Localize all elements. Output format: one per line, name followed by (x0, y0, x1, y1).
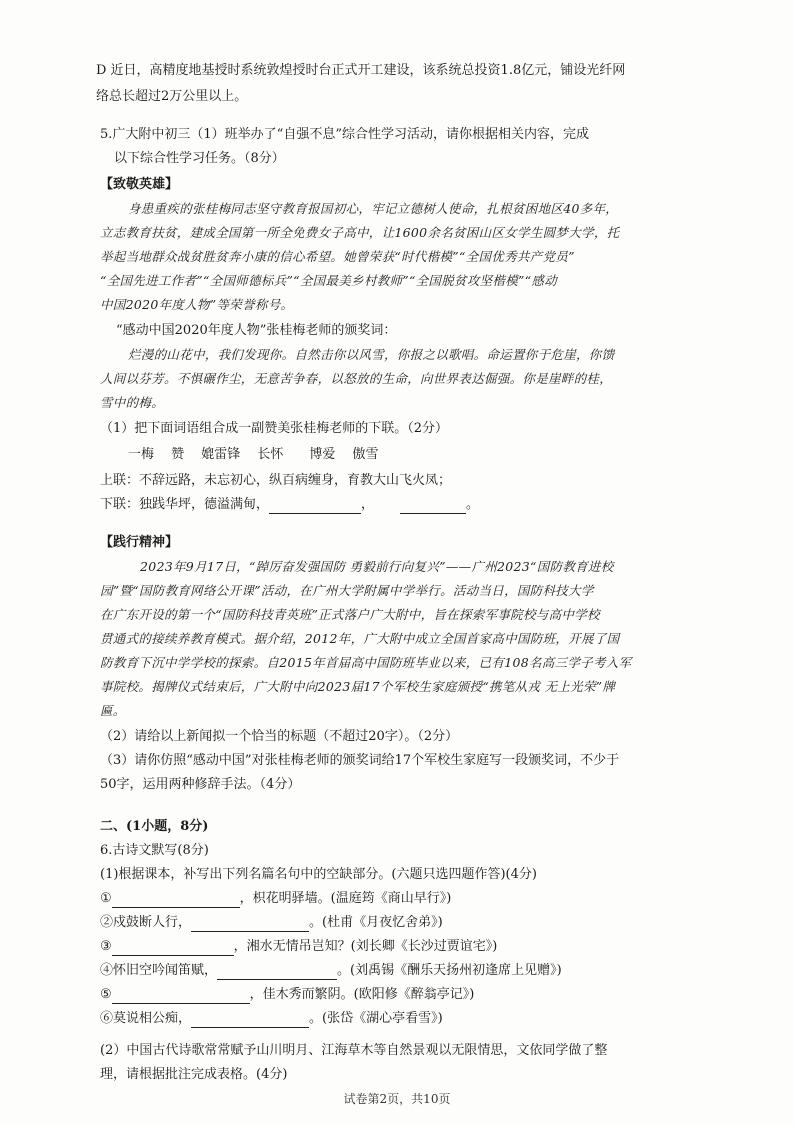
para2-line: 防教育下沉中学学校的探索。自2015年首届高中国防班毕业以来，已有108名高三学子考入军 (100, 655, 632, 670)
item-text-before: 怀旧空吟闻笛赋， (113, 963, 218, 978)
q5-title-line1: 5.广大附中初三（1）班举办了“自强不息”综合性学习活动，请你根据相关内容，完成 (100, 127, 589, 142)
item-text: ，佳木秀而繁阴。(欧阳修《醉翁亭记》) (249, 987, 475, 1002)
item-number: ④ (100, 963, 114, 978)
para1-line: 举起当地群众战贫胜贫奔小康的信心希望。她曾荣获“时代楷模”“全国优秀共产党员” (100, 249, 575, 264)
lower-couplet-prefix: 下联：独践华坪，德溢满甸， (100, 497, 270, 512)
award-text-line: 烂漫的山花中，我们发现你。自然击你以风雪，你报之以歌唱。命运置你于危崖，你馈 (128, 347, 615, 362)
item-number: ⑤ (100, 987, 112, 1002)
lower-couplet-blank-2[interactable] (400, 499, 466, 514)
item-text: 。(张岱《湖心亭看雪》) (309, 1011, 443, 1026)
award-text-line: 人间以芬芳。不惧碾作尘，无意苦争春，以怒放的生命，向世界表达倔强。你是崖畔的桂， (100, 371, 613, 386)
q6-sub2-line1: (2）中国古代诗歌常常赋予山川明月、江海草木等自然景观以无限情思，文依同学做了整 (100, 1043, 608, 1058)
recitation-item-6 (100, 1010, 443, 1028)
item-d-line1: D 近日，高精度地基授时系统敦煌授时台正式开工建设，该系统总投资1.8亿元，铺设光纤网 (96, 63, 626, 78)
para1-line: 中国2020年度人物”等荣誉称号。 (100, 297, 294, 312)
para2-line: 2023年9月17日，“踔厉奋发强国防 勇毅前行向复兴”——广州2023“国防教育进校 (140, 559, 614, 574)
para2-line: 事院校。揭牌仪式结束后，广大附中向2023届17个军校生家庭颁授“携笔从戎 无上光荣”牌 (100, 679, 616, 694)
page-footer: 试卷第2页，共10页 (343, 1092, 451, 1106)
q6-sub2-line2: 理，请根据批注完成表格。(4分) (100, 1067, 288, 1082)
q6-sub1: (1)根据课本，补写出下列名篇名句中的空缺部分。(六题只选四题作答)(4分) (100, 867, 537, 882)
para2-line: 园”暨“国防教育网络公开课”活动，在广州大学附属中学举行。活动当日，国防科技大学 (100, 583, 594, 598)
q5-sub2: （2）请给以上新闻拟一个恰当的标题（不超过20字）。（2分） (100, 729, 459, 744)
answer-blank[interactable] (191, 917, 309, 932)
answer-blank[interactable] (191, 1013, 309, 1028)
para2-line: 在广东开设的第一个“国防科技青英班”正式落户广大附中，旨在探索军事院校与高中学校 (100, 607, 600, 622)
award-text-line: 雪中的梅。 (100, 395, 165, 410)
section-jianxing-jingshen: 【践行精神】 (100, 535, 179, 550)
item-text: ，枳花明驿墙。(温庭筠《商山早行》) (239, 891, 452, 906)
word-options: 一梅 赞 媲雷锋 长怀 博爱 傲雪 (128, 447, 379, 462)
para2-line: 贯通式的接续养教育模式。据介绍，2012年，广大附中成立全国首家高中国防班，开展了国 (100, 631, 620, 646)
section-zhijing-yingxiong: 【致敬英雄】 (100, 177, 179, 192)
q6-title: 6.古诗文默写(8分) (100, 843, 209, 858)
recitation-item-2 (100, 914, 443, 932)
lower-couplet-end: 。 (466, 497, 480, 512)
recitation-item-3 (100, 938, 497, 956)
item-text: ，湘水无情吊岂知？(刘长卿《长沙过贾谊宅》) (233, 939, 498, 954)
lower-couplet (100, 496, 479, 514)
q5-sub3-line1: （3）请你仿照“感动中国”对张桂梅老师的颁奖词给17个军校生家庭写一段颁奖词，不少于 (100, 753, 620, 768)
item-number: ③ (100, 939, 112, 954)
q5-sub1: （1）把下面词语组合成一副赞美张桂梅老师的下联。（2分） (100, 421, 449, 436)
answer-blank[interactable] (112, 989, 250, 1004)
q5-title-line2: 以下综合性学习任务。（8分） (114, 151, 285, 166)
answer-blank[interactable] (112, 893, 240, 908)
item-number: ① (100, 891, 112, 906)
para1-line: 立志教育扶贫，建成全国第一所全免费女子高中，让1600余名贫困山区女学生圆梦大学，托 (100, 225, 620, 240)
award-intro: “感动中国2020年度人物”张桂梅老师的颁奖词： (116, 323, 397, 338)
para1-line: 身患重疾的张桂梅同志坚守教育报国初心，牢记立德树人使命，扎根贫困地区40多年， (128, 201, 619, 216)
para1-line: “全国先进工作者”“全国师德标兵”“全国最美乡村教师”“全国脱贫攻坚楷模”“感动 (100, 273, 558, 288)
item-text-before: 莫说相公痴， (113, 1011, 192, 1026)
recitation-item-4 (100, 962, 562, 980)
item-d-line2: 络总长超过2万公里以上。 (96, 89, 248, 104)
upper-couplet: 上联：不辞远路，未忘初心，纵百病缠身，育教大山飞火凤； (100, 473, 452, 488)
para2-line: 匾。 (100, 703, 126, 718)
lower-couplet-blank-1[interactable] (269, 499, 361, 514)
part2-title: 二、(1小题，8分) (100, 819, 209, 834)
item-text: 。(杜甫《月夜忆舍弟》) (309, 915, 443, 930)
recitation-item-5 (100, 986, 474, 1004)
q5-sub3-line2: 50字，运用两种修辞手法。（4分） (100, 777, 301, 792)
item-text: 。(刘禹锡《酬乐天扬州初逢席上见赠》) (337, 963, 562, 978)
item-text-before: 戍鼓断人行， (113, 915, 192, 930)
item-number: ⑥ (100, 1011, 114, 1026)
answer-blank[interactable] (217, 965, 337, 980)
recitation-item-1 (100, 890, 451, 908)
item-number: ② (100, 915, 114, 930)
lower-couplet-sep: ， (361, 497, 375, 512)
answer-blank[interactable] (112, 941, 234, 956)
